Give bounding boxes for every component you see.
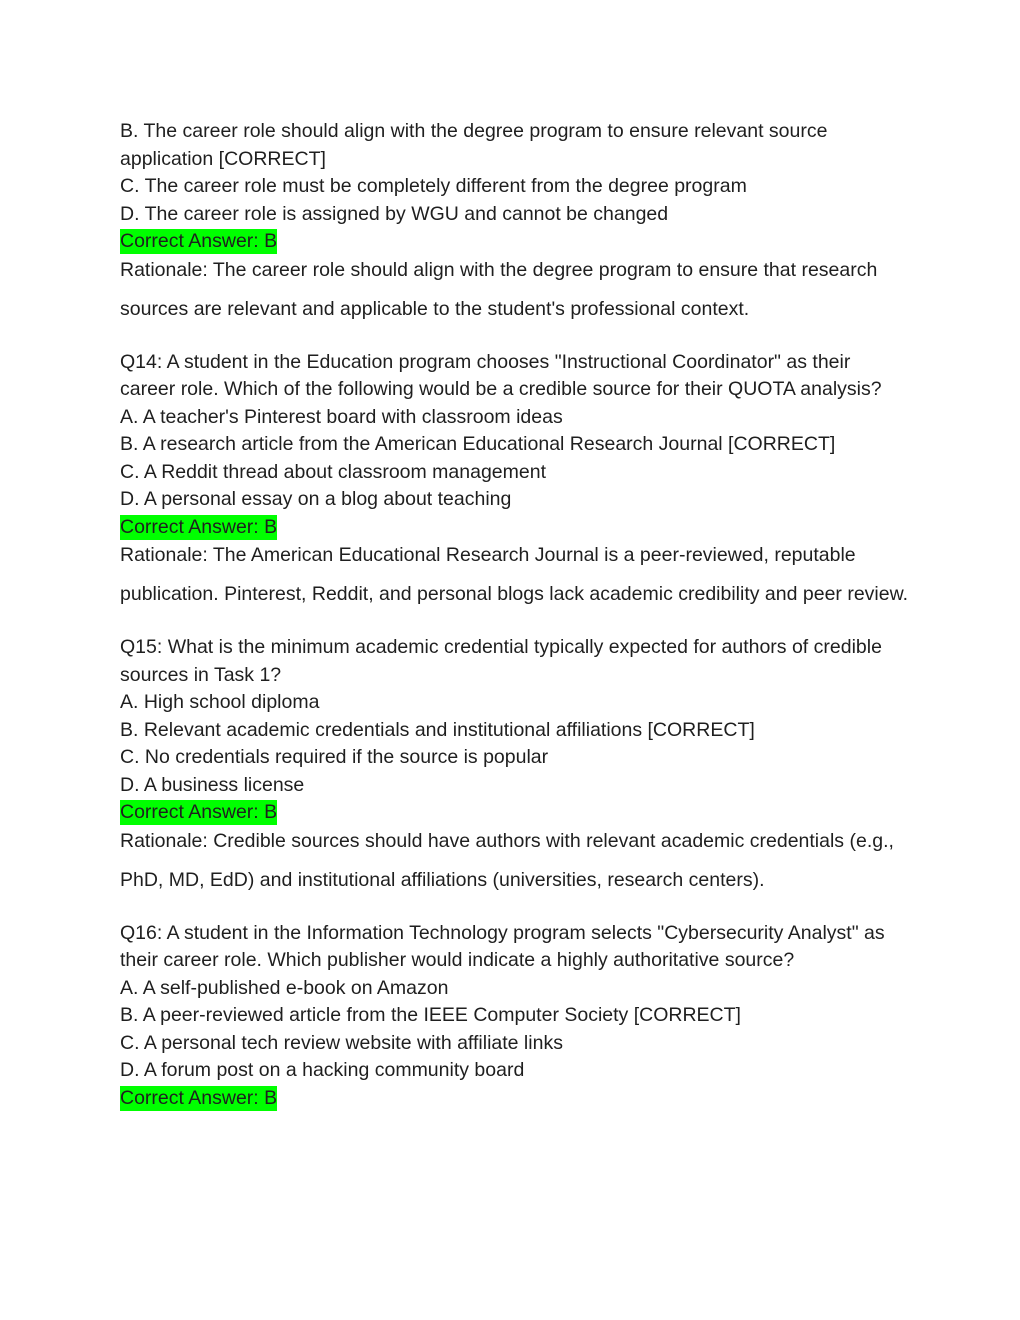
question-block-q15 — [120, 634, 910, 900]
spacer — [120, 614, 910, 634]
option-b: B. A peer-reviewed article from the IEEE Computer Society [CORRECT] — [120, 1004, 741, 1026]
option-b: B. The career role should align with the degree program to ensure relevant source application [CORRECT] — [120, 120, 828, 170]
option-d: D. The career role is assigned by WGU and cannot be changed — [120, 202, 669, 225]
option-b: B. Relevant academic credentials and institutional affiliations [CORRECT] — [120, 718, 755, 741]
option-c: C. No credentials required if the source is popular — [120, 746, 549, 768]
spacer — [120, 900, 910, 920]
option-b: B. A research article from the American Educational Research Journal [CORRECT] — [120, 433, 836, 455]
rationale-text: Rationale: The career role should align with the degree program to ensure that research sources are relevant and applicable to the student's professional context. — [120, 258, 878, 320]
correct-answer-highlight: Correct Answer: B — [120, 1086, 278, 1109]
option-a: A. High school diploma — [120, 691, 320, 713]
document-page — [120, 118, 910, 1112]
question-block-q14 — [120, 349, 910, 615]
question-block-q16 — [120, 920, 910, 1113]
question-text: Q15: What is the minimum academic credential typically expected for authors of credible sources in Task 1? — [120, 636, 882, 686]
option-d: D. A forum post on a hacking community board — [120, 1059, 525, 1081]
option-c: C. The career role must be completely different from the degree program — [120, 175, 747, 197]
option-d: D. A personal essay on a blog about teaching — [120, 488, 512, 510]
question-text: Q14: A student in the Education program chooses "Instructional Coordinator" as their career role. Which of the following would be a credible source for their QUOTA analysis? — [120, 350, 882, 400]
option-c: C. A personal tech review website with affiliate links — [120, 1031, 563, 1054]
rationale-text: Rationale: The American Educational Research Journal is a peer-reviewed, reputable publication. Pinterest, Reddit, and personal blogs lack academic credibility and peer review. — [120, 544, 909, 605]
correct-answer-highlight: Correct Answer: B — [120, 801, 278, 823]
question-text: Q16: A student in the Information Technology program selects "Cybersecurity Analyst" as their career role. Which publisher would indicate a highly authoritative source? — [120, 921, 885, 971]
correct-answer-highlight: Correct Answer: B — [120, 515, 278, 538]
option-a: A. A teacher's Pinterest board with classroom ideas — [120, 405, 563, 428]
option-a: A. A self-published e-book on Amazon — [120, 976, 449, 999]
question-block-q13 — [120, 118, 910, 329]
correct-answer-highlight: Correct Answer: B — [120, 230, 278, 252]
option-c: C. A Reddit thread about classroom management — [120, 460, 546, 483]
spacer — [120, 329, 910, 349]
rationale-text: Rationale: Credible sources should have authors with relevant academic credentials (e.g., PhD, MD, EdD) and institutional affiliations (universities, research centers). — [120, 829, 894, 891]
option-d: D. A business license — [120, 773, 305, 796]
